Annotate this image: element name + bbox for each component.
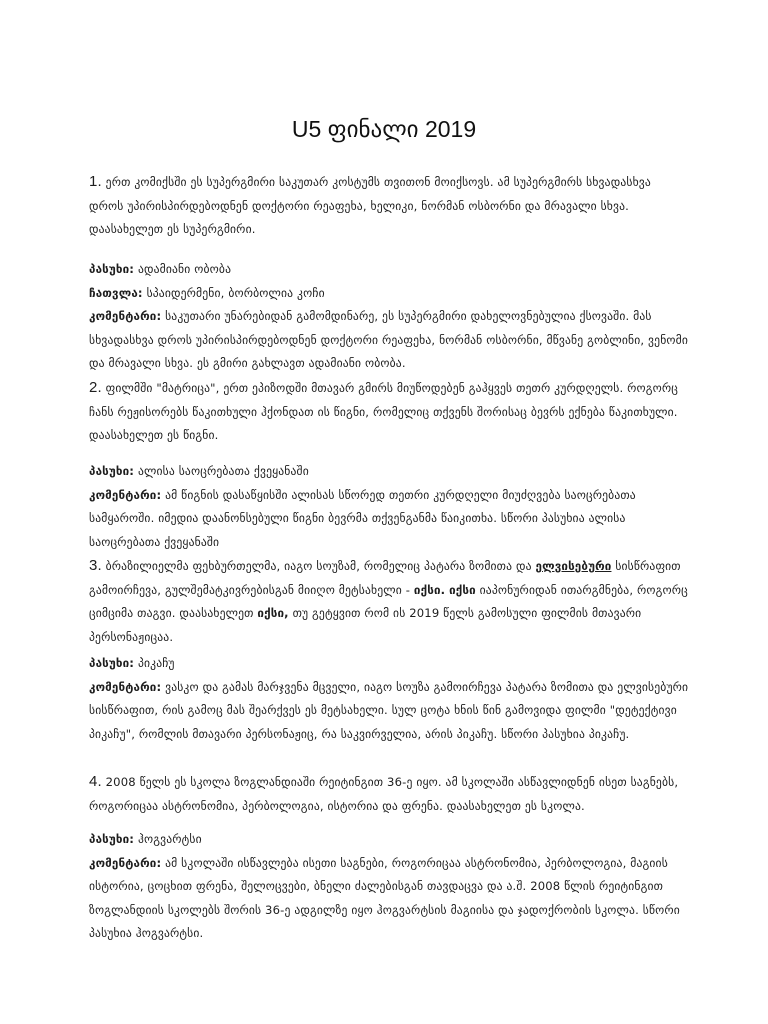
answer-text: ალისა საოცრებათა ქვეყანაში [137,464,309,478]
question-number: 1. [89,173,102,190]
answer-text: ადამიანი ობობა [137,262,232,276]
comment-label: კომენტარი: [89,487,162,502]
question-text-part-b: სისწრაფით გამოირჩევა, გულშემატკივრებისგან მიიღო მეტსახელი - [89,559,681,597]
comment-text: ამ წიგნის დასაწყისში ალისას სწორედ თეთრი კურდღელი მიუძღვება საოცრებათა სამყაროში. იმედია დაანონსებული წიგნი ბევრმა თქვენგანმა წაიკითხა. სწორი პასუხია ალისა საოცრებათა ქვეყანაში [89,487,636,549]
nickname-1: იქსი. [413,582,446,597]
answer-text: ჰოგვარტსი [137,832,202,846]
nickname-3: იქსი, [257,606,289,621]
question-text: ფილმში "მატრიცა", ერთ ეპიზოდში მთავარ გმირს მიუწოდებენ გაჰყვეს თეთრ კურდღელს. როგორც ჩანს რეჟისორებს წაკითხული ჰქონდათ ის წიგნი, რომელიც თქვენს შორისაც ბევრს ექნება წაკითხული. დაასახელეთ ეს წიგნი. [89,381,679,443]
comment-text: საკუთარი უნარებიდან გამომდინარე, ეს სუპერგმირი დახელოვნებულია ქსოვაში. მას სხვადასხვა დროს უპირისპირდებოდნენ დოქტორი რეაფეხა, ნორმან ოსბორნი, მწვანე გობლინი, ვენომი და მრავალი სხვა. ეს გმირი გახლავთ ადამიანი ობობა. [89,309,689,371]
answer-label: პასუხი: [89,464,135,478]
answer-label: პასუხი: [89,262,135,276]
question-text-part-c: იაპონურიდან ითარგმნება, როგორც ციმციმა თაგვი. დაასახელეთ [89,582,688,621]
question-number: 2. [89,379,102,396]
comment-label: კომენტარი: [89,309,162,324]
answer-label: პასუხი: [89,832,135,846]
answer-label: პასუხი: [89,656,135,670]
credit-text: სპაიდერმენი, ბორბოლია კოჩი [146,285,325,300]
comment-text: ვასკო და გამას მარჯვენა მცველი, იაგო სოუზა გამოირჩევა პატარა ზომითა და ელვისებური სისწრაფით, რის გამოც მას შეარქვეს ეს მეტსახელი. სულ ცოტა ხნის წინ გამოვიდა ფილმი "დეტექტივი პიკაჩუ", რომლის მთავარი პერსონაჟიც, რა საკვირველია, არის პიკაჩუ. სწორი პასუხია პიკაჩუ. [89,679,689,741]
question-text: 2008 წელს ეს სკოლა ზოგლანდიაში რეიტინგით 36-ე იყო. ამ სკოლაში ასწავლიდნენ ისეთ საგნებს, როგორიცაა ასტრონომია, პერბოლოგია, ისტორია და ფრენა. დაასახელეთ ეს სკოლა. [89,775,679,813]
question-3 [89,554,689,649]
question-2 [89,376,689,448]
page-title: U5 ფინალი 2019 [291,116,477,142]
answer-1 [89,258,689,376]
question-4 [89,770,689,818]
question-1 [89,170,689,242]
answer-text: პიკაჩუ [137,656,175,670]
answer-3 [89,652,689,746]
question-text-part-a: ბრაზილიელმა ფეხბურთელმა, იაგო სოუზამ, რომელიც პატარა ზომითა და [105,559,532,573]
nickname-2: იქსი [449,582,476,597]
answer-4 [89,828,689,946]
comment-label: კომენტარი: [89,855,162,870]
answer-2 [89,460,689,554]
question-number: 4. [89,773,102,790]
comment-label: კომენტარი: [89,679,162,694]
question-text: ერთ კომიქსში ეს სუპერგმირი საკუთარ კოსტუმს თვითონ მოიქსოვს. ამ სუპერგმირს სხვადასხვა დროს უპირისპირდებოდნენ დოქტორი რეაფეხა, ხელიკი, ნორმან ოსბორნი და მრავალი სხვა. დაასახელეთ ეს სუპერგმირი. [89,175,651,237]
credit-label: ჩათვლა: [89,285,143,300]
question-number: 3. [89,557,102,574]
underlined-word: ელვისებური [535,559,612,573]
question-text-part-d: თუ გეტყვით რომ ის 2019 წელს გამოსული ფილმის მთავარი პერსონაჟიცაა. [89,606,642,644]
comment-text: ამ სკოლაში ისწავლება ისეთი საგნები, როგორიცაა ასტრონომია, პერბოლოგია, მაგიის ისტორია, ცოცხით ფრენა, შელოცვები, ბნელი ძალებისგან თავდაცვა და ა.შ. 2008 წლის რეიტინგით ზოგლანდიის სკოლებს შორის 36-ე ადგილზე იყო ჰოგვარტსის მაგიისა და ჯადოქრობის სკოლა. სწორი პასუხია ჰოგვარტსი. [89,855,680,941]
